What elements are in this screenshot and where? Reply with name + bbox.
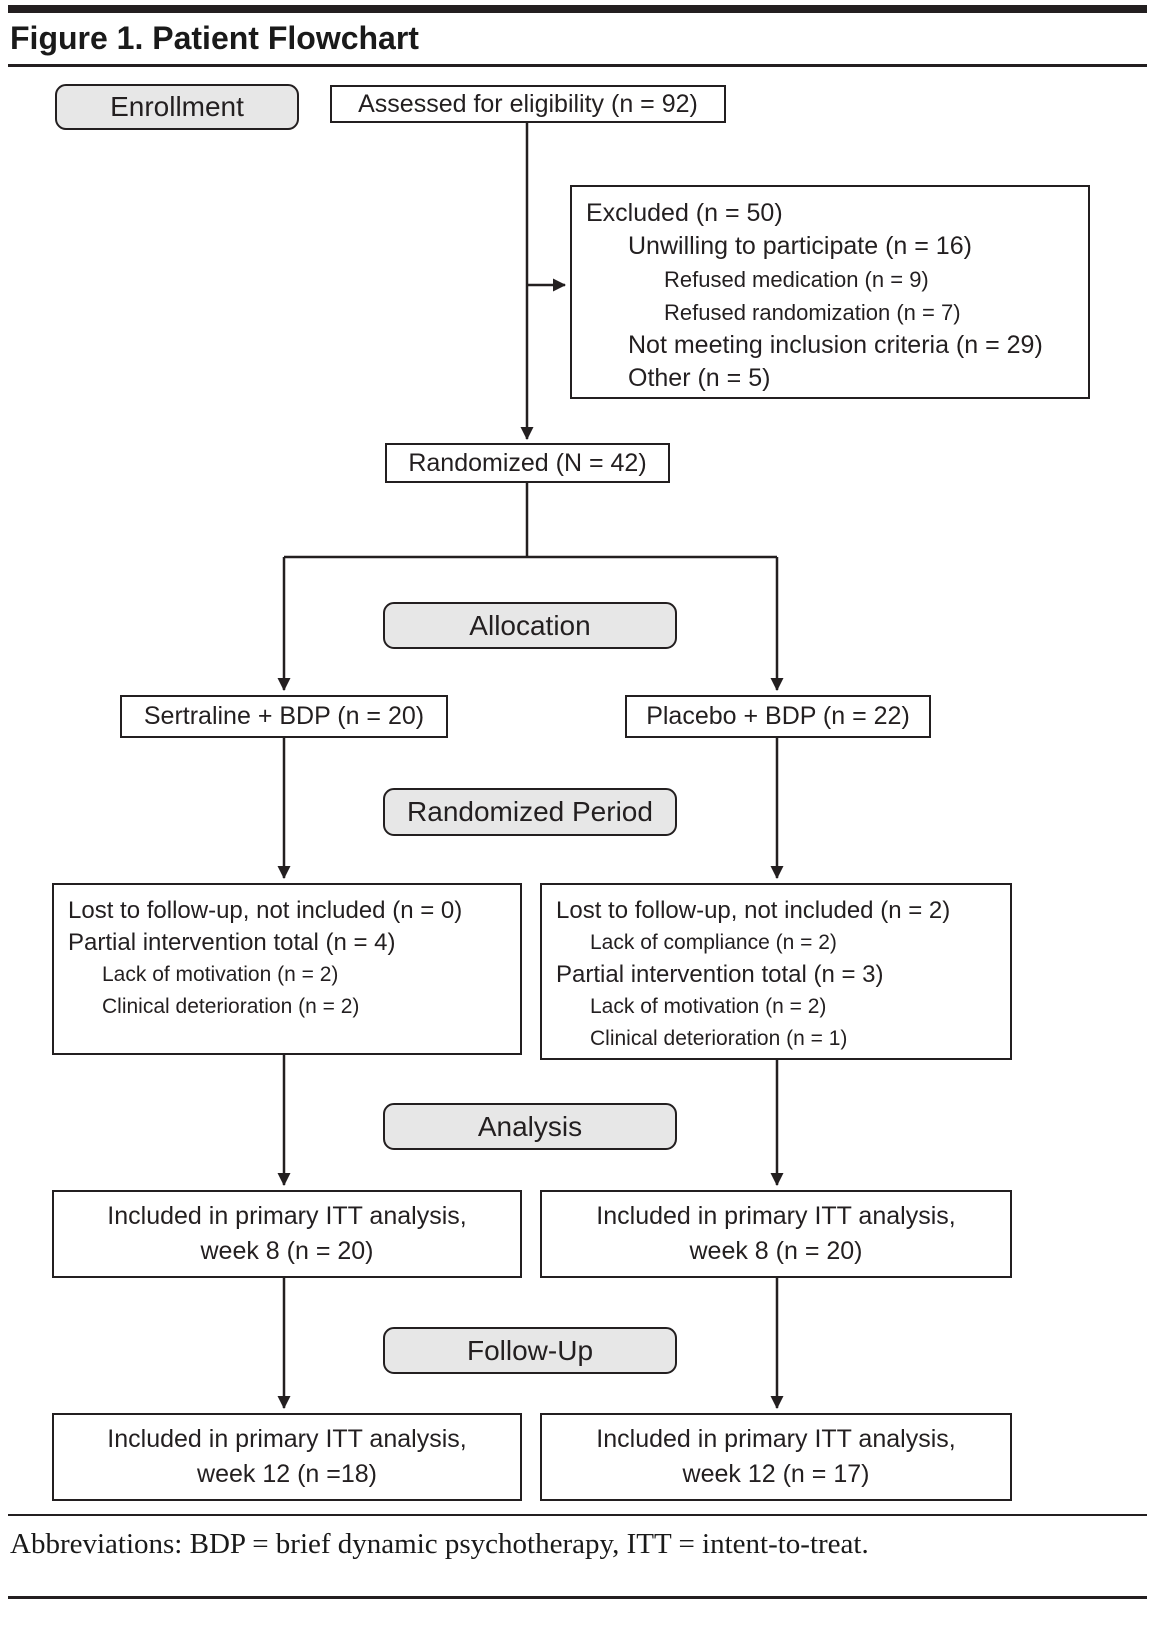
week8-left-box — [52, 1190, 522, 1278]
excluded-line: Refused medication (n = 9) — [664, 267, 929, 292]
loss-left-line: Lack of motivation (n = 2) — [102, 963, 339, 986]
arm-left-text: Sertraline + BDP (n = 20) — [143, 702, 425, 730]
week12-right-line2: week 12 (n = 17) — [682, 1460, 870, 1488]
week8-left-line2: week 8 (n = 20) — [200, 1237, 374, 1265]
stage-label-allocation — [383, 602, 677, 649]
arm-right-text: Placebo + BDP (n = 22) — [646, 702, 910, 730]
stage-label-follow-up — [383, 1327, 677, 1374]
loss-left-line: Partial intervention total (n = 4) — [68, 929, 396, 956]
loss-left-box — [52, 883, 522, 1055]
loss-right-line: Clinical deterioration (n = 1) — [590, 1027, 848, 1050]
loss-left-line: Clinical deterioration (n = 2) — [102, 995, 360, 1018]
stage-label-analysis-text: Analysis — [477, 1110, 583, 1142]
randomized-text: Randomized (N = 42) — [408, 448, 647, 477]
loss-right-box — [540, 883, 1012, 1060]
stage-label-randomized-period-text: Randomized Period — [407, 796, 653, 827]
arm-left-box — [120, 695, 448, 738]
arm-right-box — [625, 695, 931, 738]
assessed-box — [330, 85, 726, 123]
stage-label-analysis — [383, 1103, 677, 1150]
excluded-line: Other (n = 5) — [628, 364, 771, 392]
loss-right-line: Partial intervention total (n = 3) — [556, 961, 884, 988]
figure-title: Figure 1. Patient Flowchart — [10, 20, 419, 56]
excluded-line: Refused randomization (n = 7) — [664, 300, 961, 325]
loss-left-line: Lost to follow-up, not included (n = 0) — [68, 897, 463, 924]
excluded-box — [570, 185, 1090, 399]
stage-label-follow-up-text: Follow-Up — [466, 1334, 594, 1366]
excluded-line: Unwilling to participate (n = 16) — [628, 232, 972, 260]
randomized-box — [385, 443, 670, 483]
assessed-text: Assessed for eligibility (n = 92) — [358, 89, 698, 118]
stage-label-enrollment-text: Enrollment — [110, 91, 244, 122]
loss-right-line: Lost to follow-up, not included (n = 2) — [556, 897, 951, 924]
week12-right-line1: Included in primary ITT analysis, — [596, 1425, 956, 1453]
loss-right-line: Lack of compliance (n = 2) — [590, 931, 837, 954]
loss-right-line: Lack of motivation (n = 2) — [590, 995, 827, 1018]
stage-label-randomized-period — [383, 788, 677, 836]
stage-label-allocation-text: Allocation — [469, 609, 591, 641]
week8-right-box — [540, 1190, 1012, 1278]
week8-left-line1: Included in primary ITT analysis, — [107, 1202, 467, 1230]
week12-right-box — [540, 1413, 1012, 1501]
excluded-line: Excluded (n = 50) — [586, 199, 783, 227]
week12-left-box — [52, 1413, 522, 1501]
week12-left-line2: week 12 (n =18) — [197, 1460, 377, 1488]
abbreviations-note: Abbreviations: BDP = brief dynamic psychotherapy, ITT = intent-to-treat. — [10, 1528, 869, 1560]
week12-left-line1: Included in primary ITT analysis, — [107, 1425, 467, 1453]
week8-right-line2: week 8 (n = 20) — [689, 1237, 863, 1265]
stage-label-enrollment — [55, 84, 299, 130]
excluded-line: Not meeting inclusion criteria (n = 29) — [628, 331, 1043, 359]
week8-right-line1: Included in primary ITT analysis, — [596, 1202, 956, 1230]
